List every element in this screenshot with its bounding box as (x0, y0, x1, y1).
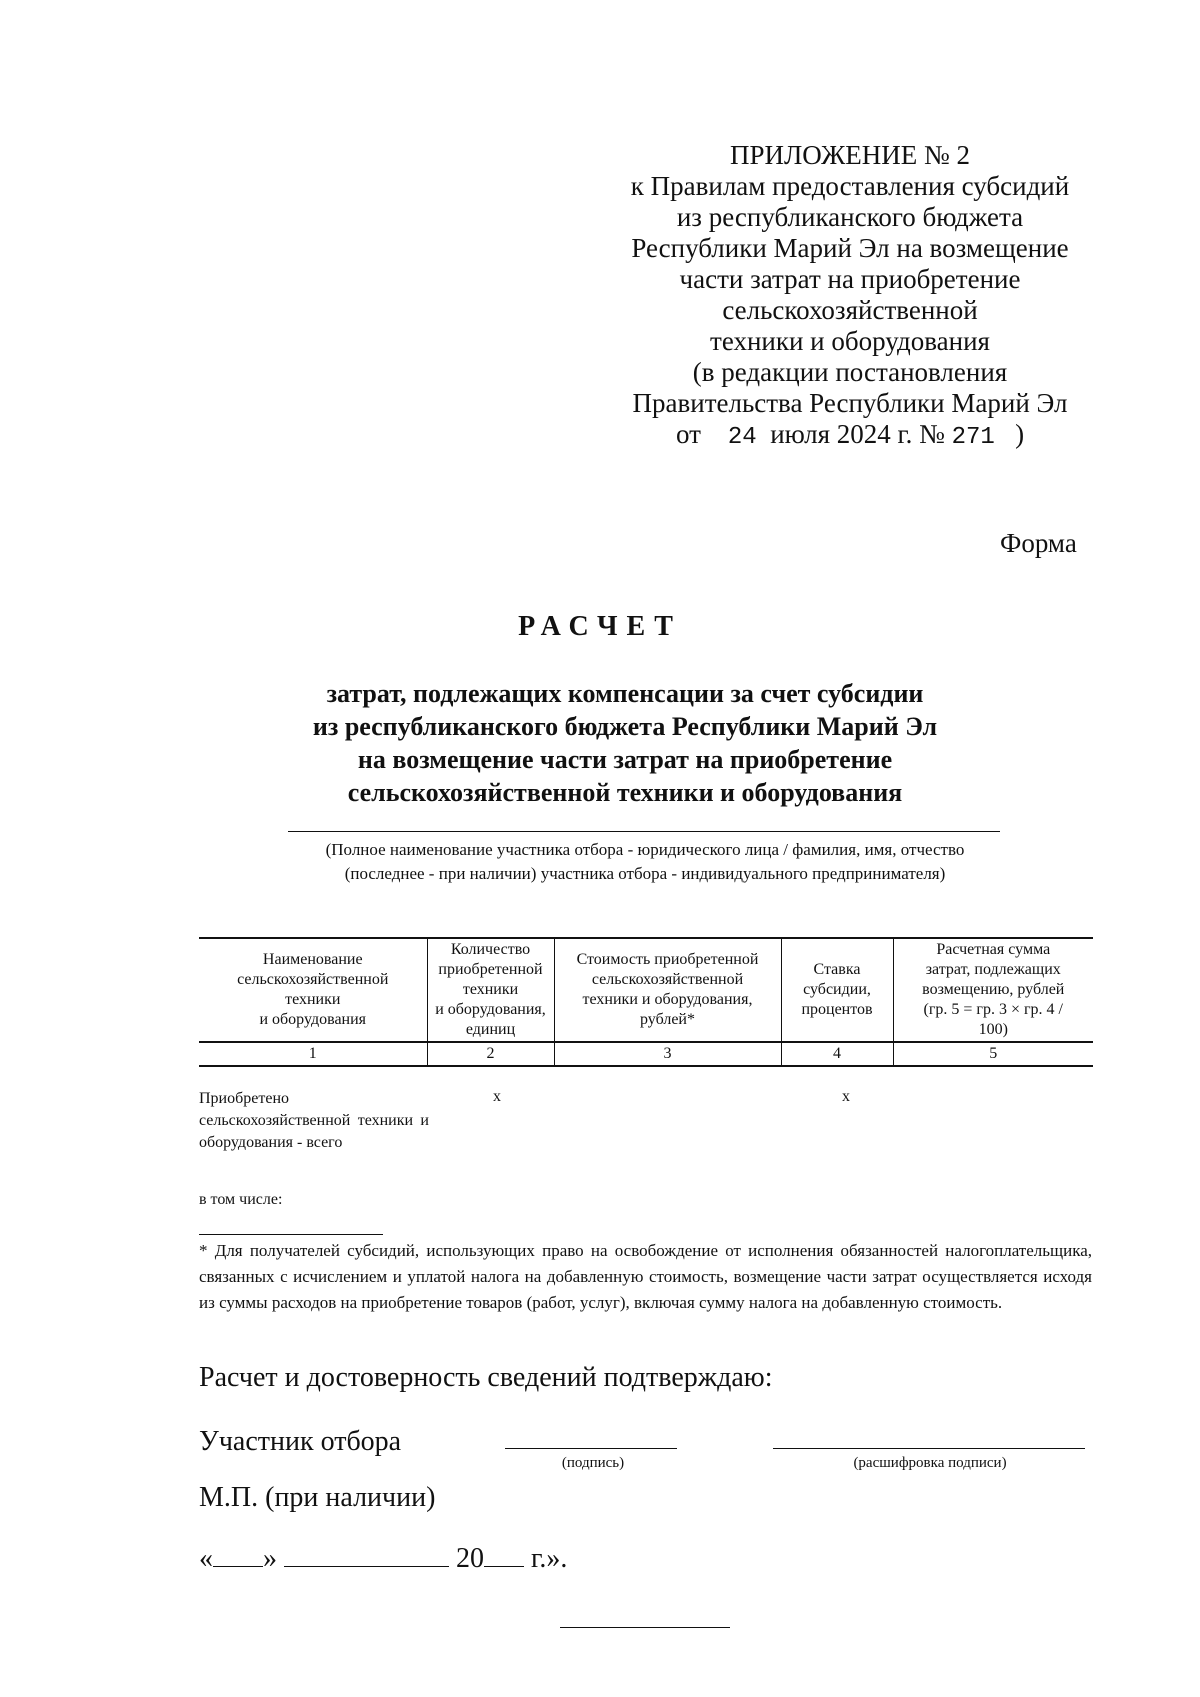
participant-name-field[interactable] (288, 831, 1000, 832)
signature-decoding-field[interactable] (773, 1448, 1085, 1449)
column-number-row (199, 1042, 1093, 1066)
signature-field[interactable] (505, 1448, 677, 1449)
footnote: * Для получателей субсидий, использующих право на освобождение от исполнения обязанностей налогоплательщика, связанных с исчислением и уплатой налога на добавленную стоимость, возмещение части затрат осуществляется исходя из суммы расходов на приобретение товаров (работ, услуг), включая сумму налога на добавленную стоимость. (199, 1241, 1092, 1312)
header-cell: Стоимость приобретенной сельскохозяйственной техники и оборудования, рублей* (554, 938, 781, 1042)
appendix-date-line (600, 419, 1100, 453)
total-row-label (199, 1088, 429, 1154)
caption-line: (последнее - при наличии) участника отбора - индивидуального предпринимателя) (344, 864, 946, 883)
total-row-mark-col2: х (493, 1088, 501, 1105)
subtitle-line: затрат, подлежащих компенсации за счет субсидии (326, 679, 924, 708)
column-number: 5 (893, 1042, 1093, 1066)
appendix-line: Республики Марий Эл на возмещение (631, 233, 1069, 263)
appendix-line: к Правилам предоставления субсидий (630, 171, 1070, 201)
open-quote: « (199, 1543, 213, 1574)
document-title: РАСЧЕТ (518, 611, 682, 642)
table-header-row (199, 938, 1093, 1042)
decree-number: 271 (951, 424, 995, 451)
header-cell: Ставка субсидии, процентов (781, 938, 893, 1042)
confirmation-text: Расчет и достоверность сведений подтверждаю: (199, 1362, 773, 1393)
subtitle-line: сельскохозяйственной техники и оборудования (347, 778, 903, 807)
total-row-mark-col4: х (842, 1088, 850, 1105)
appendix-header (600, 140, 1100, 453)
calculation-table (199, 937, 1093, 1067)
appendix-line: (в редакции постановления (692, 357, 1008, 387)
header-cell: Расчетная сумма затрат, подлежащих возмещению, рублей (гр. 5 = гр. 3 × гр. 4 / 100) (893, 938, 1093, 1042)
column-number: 4 (781, 1042, 893, 1066)
column-number: 2 (427, 1042, 554, 1066)
appendix-line: ПРИЛОЖЕНИЕ № 2 (729, 140, 971, 170)
day-field[interactable] (213, 1540, 263, 1567)
appendix-line: Правительства Республики Марий Эл (632, 388, 1068, 418)
appendix-line: части затрат на приобретение (679, 264, 1021, 294)
signature-caption: (подпись) (561, 1455, 625, 1471)
appendix-line: техники и оборудования (710, 326, 990, 356)
form-label: Форма (1000, 528, 1077, 558)
subtitle-line: на возмещение части затрат на приобретение (357, 745, 893, 774)
participant-name-caption (280, 838, 1010, 886)
column-number: 1 (199, 1042, 427, 1066)
caption-line: (Полное наименование участника отбора - юридического лица / фамилия, имя, отчество (325, 840, 965, 859)
date-prefix: от (675, 419, 701, 449)
date-day: 24 (727, 424, 757, 451)
total-row-text: Приобретено сельскохозяйственной техники и оборудования - всего (199, 1090, 429, 1151)
signing-date-line (199, 1540, 567, 1575)
appendix-line: сельскохозяйственной (722, 295, 978, 325)
year-field[interactable] (484, 1540, 524, 1567)
end-separator (560, 1627, 730, 1628)
year-suffix: г.». (531, 1543, 568, 1574)
appendix-line: из республиканского бюджета (676, 202, 1024, 232)
year-prefix: 20 (456, 1543, 484, 1574)
date-text: июля 2024 г. № (770, 419, 945, 449)
including-label: в том числе: (199, 1191, 283, 1208)
decoding-caption: (расшифровка подписи) (853, 1455, 1007, 1471)
stamp-label: М.П. (при наличии) (199, 1482, 436, 1513)
close-quote: » (263, 1543, 277, 1574)
column-number: 3 (554, 1042, 781, 1066)
participant-label: Участник отбора (199, 1426, 402, 1457)
header-cell: Количество приобретенной техники и оборудования, единиц (427, 938, 554, 1042)
header-cell: Наименование сельскохозяйственной техники и оборудования (199, 938, 427, 1042)
footnote-separator (199, 1234, 383, 1235)
month-field[interactable] (284, 1540, 449, 1567)
date-close: ) (1015, 419, 1025, 449)
document-subtitle (200, 677, 1050, 809)
subtitle-line: из республиканского бюджета Республики Марий Эл (312, 712, 938, 741)
